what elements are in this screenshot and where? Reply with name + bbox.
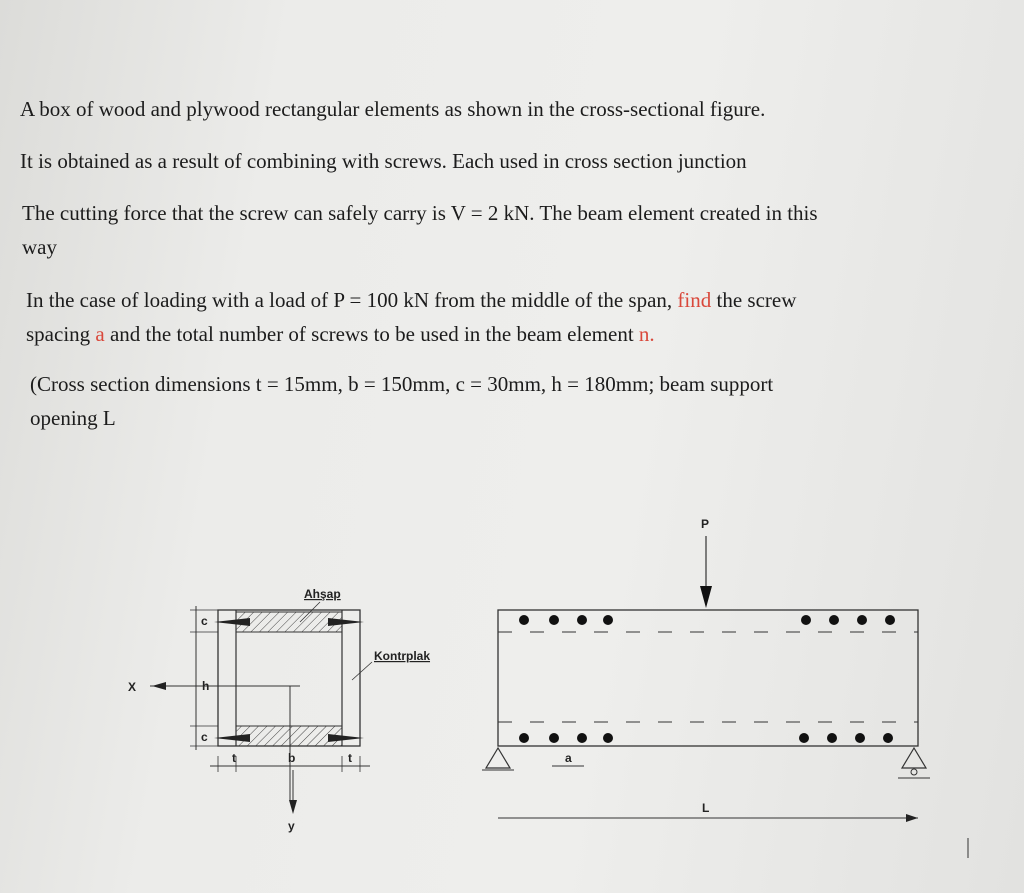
paragraph-2-text: It is obtained as a result of combining with screws. Each used in cross section junction: [20, 149, 747, 173]
beam-figure: [482, 517, 930, 822]
load-arrow-icon: [700, 586, 712, 608]
beam-screw: [603, 733, 613, 743]
dim-c-bottom-label: c: [201, 730, 208, 744]
dim-c-top-label: c: [201, 614, 208, 628]
dim-t-left-label: t: [232, 751, 236, 765]
paragraph-1-text: A box of wood and plywood rectangular elements as shown in the cross-sectional figure.: [20, 97, 766, 121]
paragraph-5-line-2: opening L: [30, 406, 116, 430]
top-wood-flange: [236, 612, 342, 632]
paragraph-4-line-2-b: and the total number of screws to be used in the beam element: [104, 322, 639, 346]
wood-label: Ahşap: [304, 587, 341, 601]
right-support-icon: [902, 748, 926, 768]
beam-screw: [883, 733, 893, 743]
y-axis-label: y: [288, 819, 295, 833]
load-label: P: [701, 517, 710, 531]
paragraph-5-line-1: (Cross section dimensions t = 15mm, b = 150mm, c = 30mm, h = 180mm; beam support: [30, 372, 774, 396]
paragraph-4-line-1-a: In the case of loading with a load of P = 100 kN from the middle of the span,: [26, 288, 678, 312]
beam-body: [498, 610, 918, 746]
dim-h-label: h: [202, 679, 210, 693]
beam-screw: [801, 615, 811, 625]
x-axis-arrow-icon: [152, 682, 166, 690]
beam-screw: [549, 733, 559, 743]
screw-bottom-left: [214, 734, 250, 742]
beam-screw: [857, 615, 867, 625]
find-highlight: find: [677, 288, 712, 312]
paragraph-4-line-1-b: the screw: [711, 288, 797, 312]
beam-screw: [577, 615, 587, 625]
paragraph-3-line-2: way: [22, 235, 57, 259]
beam-screw: [577, 733, 587, 743]
plywood-leader-line: [352, 662, 372, 680]
dim-t-right-label: t: [348, 751, 352, 765]
beam-screw: [549, 615, 559, 625]
right-support-roller: [911, 769, 917, 775]
beam-screw: [519, 733, 529, 743]
spacing-a-highlight: a: [95, 322, 105, 346]
left-support-icon: [486, 748, 510, 768]
bottom-wood-flange: [236, 726, 342, 746]
cross-section-figure: [128, 587, 430, 833]
dim-b-label: b: [288, 751, 296, 765]
paragraph-3-line-1: The cutting force that the screw can safely carry is V = 2 kN. The beam element created in this: [22, 201, 818, 225]
beam-screw: [827, 733, 837, 743]
beam-screw: [519, 615, 529, 625]
beam-screw: [885, 615, 895, 625]
span-label: L: [702, 801, 710, 815]
spacing-label: a: [565, 751, 572, 765]
x-axis-label: X: [128, 680, 137, 694]
screw-top-left: [214, 618, 250, 626]
beam-screw: [603, 615, 613, 625]
plywood-label: Kontrplak: [374, 649, 431, 663]
beam-screw: [855, 733, 865, 743]
span-arrow-right-icon: [906, 814, 918, 822]
screw-bottom-right: [328, 734, 364, 742]
beam-screw: [799, 733, 809, 743]
paragraph-4-line-2-a: spacing: [26, 322, 96, 346]
beam-screw: [829, 615, 839, 625]
count-n-highlight: n.: [638, 322, 655, 346]
screw-top-right: [328, 618, 364, 626]
y-axis-arrow-icon: [289, 800, 297, 814]
